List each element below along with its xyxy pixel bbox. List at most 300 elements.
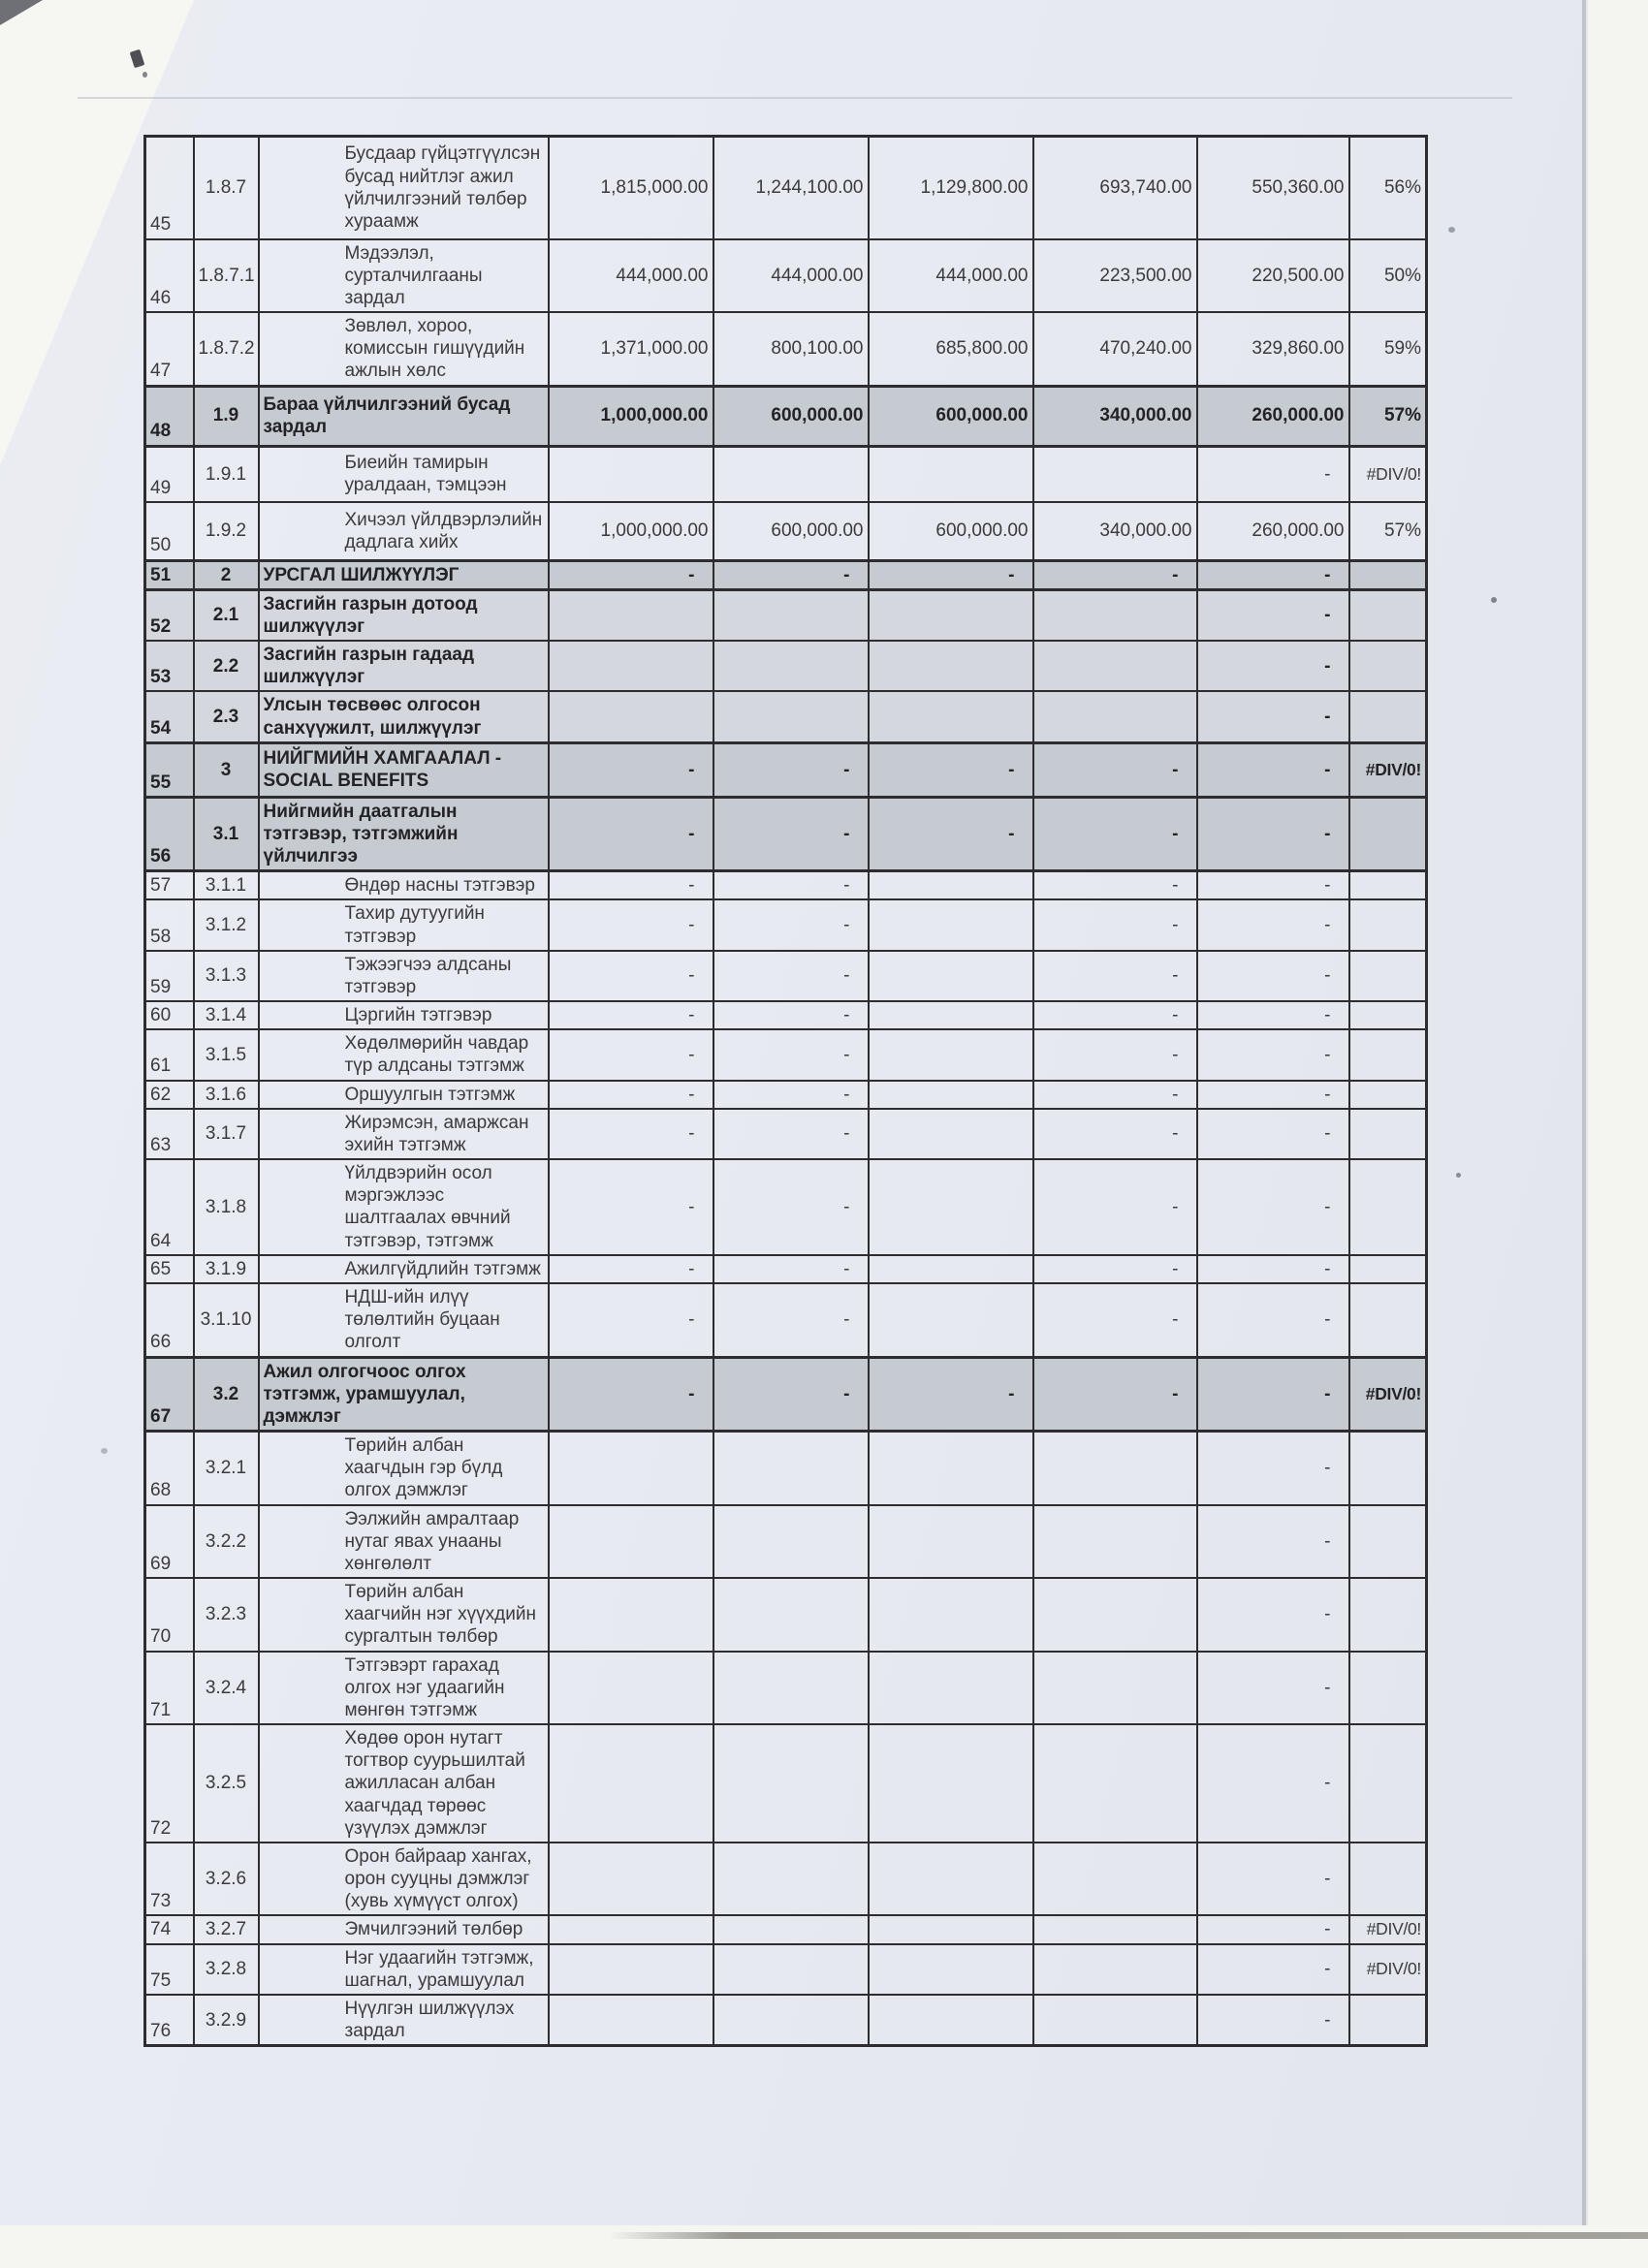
scan-speck: [101, 1448, 108, 1454]
row-code: 3.2.9: [194, 1995, 259, 2046]
cell-value: -: [1197, 1159, 1349, 1255]
cell-value: [549, 1578, 713, 1652]
cell-value: 444,000.00: [713, 239, 869, 313]
table-row: [145, 1505, 1427, 1579]
cell-value: -: [1033, 951, 1197, 1001]
cell-value: -: [1197, 899, 1349, 950]
cell-value: -: [1197, 1109, 1349, 1159]
cell-value: 260,000.00: [1197, 386, 1349, 446]
page-edge-right-shadow: [1582, 0, 1586, 2268]
cell-percent: [1349, 1255, 1427, 1283]
cell-value: [869, 1109, 1033, 1159]
table-row: [145, 1159, 1427, 1255]
row-number: 52: [145, 589, 194, 641]
cell-percent: 56%: [1349, 137, 1427, 239]
cell-value: -: [549, 1081, 713, 1109]
cell-value: -: [1033, 899, 1197, 950]
cell-percent: #DIV/0!: [1349, 742, 1427, 797]
cell-value: -: [713, 742, 869, 797]
cell-value: [869, 1944, 1033, 1995]
cell-value: -: [1033, 1357, 1197, 1432]
row-code: 1.8.7.2: [194, 312, 259, 386]
scan-speck: [1456, 1173, 1461, 1178]
row-description: Жирэмсэн, амаржсан эхийн тэтгэмж: [259, 1109, 549, 1159]
row-description: Өндөр насны тэтгэвэр: [259, 871, 549, 900]
row-number: 69: [145, 1505, 194, 1579]
budget-table-body: [145, 137, 1427, 2046]
table-row: [145, 1995, 1427, 2046]
cell-value: [713, 1995, 869, 2046]
row-number: 45: [145, 137, 194, 239]
row-code: 3.1.4: [194, 1001, 259, 1029]
cell-value: -: [869, 742, 1033, 797]
cell-value: [1033, 1578, 1197, 1652]
cell-value: -: [1197, 1432, 1349, 1505]
cell-percent: [1349, 1505, 1427, 1579]
row-code: 3.1.7: [194, 1109, 259, 1159]
cell-value: -: [1197, 1357, 1349, 1432]
table-row: [145, 446, 1427, 502]
table-row: [145, 691, 1427, 742]
cell-value: -: [1033, 1159, 1197, 1255]
staple-dot-artifact: [143, 72, 147, 78]
cell-value: -: [1197, 1944, 1349, 1995]
cell-value: -: [1197, 641, 1349, 691]
table-row: [145, 1578, 1427, 1652]
cell-percent: [1349, 1652, 1427, 1725]
row-description: Хичээл үйлдвэрлэлийн дадлага хийх: [259, 502, 549, 560]
cell-value: 685,800.00: [869, 312, 1033, 386]
row-number: 63: [145, 1109, 194, 1159]
cell-value: -: [1197, 1001, 1349, 1029]
cell-value: -: [1197, 951, 1349, 1001]
cell-value: 470,240.00: [1033, 312, 1197, 386]
table-row: [145, 899, 1427, 950]
cell-value: -: [1033, 1109, 1197, 1159]
row-code: 3.2.4: [194, 1652, 259, 1725]
cell-value: 550,360.00: [1197, 137, 1349, 239]
cell-value: -: [1033, 1081, 1197, 1109]
cell-percent: [1349, 1081, 1427, 1109]
row-number: 75: [145, 1944, 194, 1995]
row-number: 70: [145, 1578, 194, 1652]
table-row: [145, 1109, 1427, 1159]
row-code: 3.2.5: [194, 1724, 259, 1843]
cell-value: [549, 691, 713, 742]
cell-value: [1033, 691, 1197, 742]
cell-value: -: [869, 1357, 1033, 1432]
cell-value: -: [1197, 446, 1349, 502]
scan-speck: [1491, 597, 1497, 603]
cell-value: -: [713, 1001, 869, 1029]
row-description: Биеийн тамирын уралдаан, тэмцээн: [259, 446, 549, 502]
row-number: 59: [145, 951, 194, 1001]
cell-percent: #DIV/0!: [1349, 1915, 1427, 1943]
cell-value: -: [1033, 560, 1197, 589]
row-number: 46: [145, 239, 194, 313]
cell-value: [1033, 1843, 1197, 1916]
cell-percent: 50%: [1349, 239, 1427, 313]
cell-percent: #DIV/0!: [1349, 1944, 1427, 1995]
budget-table-container: [143, 135, 1428, 2047]
table-row: [145, 871, 1427, 900]
cell-percent: [1349, 1432, 1427, 1505]
row-description: Үйлдвэрийн осол мэргэжлээс шалтгаалах өвчний тэтгэвэр, тэтгэмж: [259, 1159, 549, 1255]
cell-value: [869, 1283, 1033, 1357]
cell-value: [869, 951, 1033, 1001]
cell-value: [713, 446, 869, 502]
row-code: 3: [194, 742, 259, 797]
row-code: 1.9.1: [194, 446, 259, 502]
row-code: 3.2: [194, 1357, 259, 1432]
page-edge-right: [1588, 0, 1648, 2268]
cell-value: [549, 1944, 713, 1995]
row-code: 1.9.2: [194, 502, 259, 560]
cell-value: -: [713, 1109, 869, 1159]
cell-percent: [1349, 1001, 1427, 1029]
cell-value: 260,000.00: [1197, 502, 1349, 560]
cell-percent: [1349, 691, 1427, 742]
table-row: [145, 1915, 1427, 1943]
row-number: 56: [145, 797, 194, 871]
cell-value: [713, 1505, 869, 1579]
cell-value: -: [549, 871, 713, 900]
cell-value: [1033, 1995, 1197, 2046]
cell-value: -: [1197, 691, 1349, 742]
cell-value: 693,740.00: [1033, 137, 1197, 239]
cell-value: -: [1197, 1255, 1349, 1283]
table-row: [145, 1724, 1427, 1843]
cell-percent: [1349, 1578, 1427, 1652]
table-row: [145, 742, 1427, 797]
row-description: Тэжээгчээ алдсаны тэтгэвэр: [259, 951, 549, 1001]
cell-value: [1033, 641, 1197, 691]
row-description: Хөдөө орон нутагт тогтвор суурьшилтай ажилласан албан хаагчдад төрөөс үзүүлэх дэмжлэг: [259, 1724, 549, 1843]
row-number: 55: [145, 742, 194, 797]
cell-value: -: [1197, 1505, 1349, 1579]
cell-percent: [1349, 1029, 1427, 1080]
row-number: 64: [145, 1159, 194, 1255]
cell-value: [1033, 1505, 1197, 1579]
cell-value: [869, 641, 1033, 691]
row-code: 2.2: [194, 641, 259, 691]
cell-value: -: [713, 797, 869, 871]
cell-value: [713, 1724, 869, 1843]
cell-value: -: [1197, 742, 1349, 797]
cell-value: -: [1197, 1652, 1349, 1725]
cell-value: [869, 1432, 1033, 1505]
cell-value: [869, 589, 1033, 641]
cell-value: [1033, 589, 1197, 641]
cell-value: 340,000.00: [1033, 386, 1197, 446]
row-description: Оршуулгын тэтгэмж: [259, 1081, 549, 1109]
cell-value: [549, 1915, 713, 1943]
cell-value: [713, 1915, 869, 1943]
cell-value: 444,000.00: [869, 239, 1033, 313]
scan-streak-artifact: [78, 97, 1512, 99]
row-code: 3.1.5: [194, 1029, 259, 1080]
cell-value: -: [1197, 1724, 1349, 1843]
cell-value: 329,860.00: [1197, 312, 1349, 386]
row-number: 58: [145, 899, 194, 950]
row-number: 67: [145, 1357, 194, 1432]
row-description: Ажилгүйдлийн тэтгэмж: [259, 1255, 549, 1283]
table-row: [145, 1944, 1427, 1995]
row-description: Төрийн албан хаагчийн нэг хүүхдийн сургалтын төлбөр: [259, 1578, 549, 1652]
row-description: Нэг удаагийн тэтгэмж, шагнал, урамшуулал: [259, 1944, 549, 1995]
cell-value: [549, 1505, 713, 1579]
cell-value: [1033, 1724, 1197, 1843]
row-code: 1.8.7.1: [194, 239, 259, 313]
row-number: 60: [145, 1001, 194, 1029]
table-row: [145, 137, 1427, 239]
cell-value: -: [1033, 871, 1197, 900]
cell-value: -: [1197, 1995, 1349, 2046]
cell-value: 444,000.00: [549, 239, 713, 313]
row-number: 51: [145, 560, 194, 589]
row-number: 61: [145, 1029, 194, 1080]
table-row: [145, 1001, 1427, 1029]
row-code: 3.2.7: [194, 1915, 259, 1943]
cell-value: -: [1033, 1283, 1197, 1357]
cell-value: -: [549, 1001, 713, 1029]
row-number: 57: [145, 871, 194, 900]
cell-value: -: [1197, 1578, 1349, 1652]
row-number: 53: [145, 641, 194, 691]
cell-value: 1,000,000.00: [549, 386, 713, 446]
row-description: Мэдээлэл, сурталчилгааны зардал: [259, 239, 549, 313]
cell-value: [1033, 1915, 1197, 1943]
row-number: 66: [145, 1283, 194, 1357]
cell-value: -: [1197, 1915, 1349, 1943]
cell-value: -: [549, 1283, 713, 1357]
cell-value: [869, 691, 1033, 742]
row-description: Засгийн газрын гадаад шилжүүлэг: [259, 641, 549, 691]
scan-speck: [1448, 227, 1455, 233]
cell-value: [869, 1843, 1033, 1916]
table-row: [145, 560, 1427, 589]
cell-percent: 59%: [1349, 312, 1427, 386]
row-number: 50: [145, 502, 194, 560]
cell-percent: #DIV/0!: [1349, 446, 1427, 502]
cell-percent: [1349, 1843, 1427, 1916]
cell-value: 340,000.00: [1033, 502, 1197, 560]
table-row: [145, 1283, 1427, 1357]
cell-value: 600,000.00: [869, 502, 1033, 560]
row-code: 3.1: [194, 797, 259, 871]
cell-value: -: [1197, 797, 1349, 871]
cell-value: [869, 1505, 1033, 1579]
cell-percent: [1349, 1109, 1427, 1159]
cell-value: -: [1197, 1081, 1349, 1109]
row-description: Ажил олгогчоос олгох тэтгэмж, урамшуулал, дэмжлэг: [259, 1357, 549, 1432]
table-row: [145, 1081, 1427, 1109]
cell-value: -: [1197, 1029, 1349, 1080]
row-number: 74: [145, 1915, 194, 1943]
row-description: Улсын төсвөөс олгосон санхүүжилт, шилжүүлэг: [259, 691, 549, 742]
cell-value: [1033, 1652, 1197, 1725]
row-code: 3.2.3: [194, 1578, 259, 1652]
row-code: 3.2.2: [194, 1505, 259, 1579]
row-code: 3.1.10: [194, 1283, 259, 1357]
cell-value: -: [549, 1255, 713, 1283]
cell-value: -: [1033, 797, 1197, 871]
cell-value: [549, 1843, 713, 1916]
table-row: [145, 1029, 1427, 1080]
cell-percent: [1349, 1995, 1427, 2046]
cell-value: -: [1033, 1029, 1197, 1080]
row-description: Эмчилгээний төлбөр: [259, 1915, 549, 1943]
cell-value: -: [1197, 589, 1349, 641]
cell-value: -: [869, 797, 1033, 871]
row-code: 2.1: [194, 589, 259, 641]
cell-percent: [1349, 797, 1427, 871]
cell-value: 600,000.00: [713, 386, 869, 446]
cell-value: [869, 1578, 1033, 1652]
row-description: Засгийн газрын дотоод шилжүүлэг: [259, 589, 549, 641]
table-row: [145, 502, 1427, 560]
budget-table: [143, 135, 1428, 2047]
cell-value: [869, 1029, 1033, 1080]
table-row: [145, 589, 1427, 641]
row-number: 76: [145, 1995, 194, 2046]
cell-value: [869, 1652, 1033, 1725]
cell-percent: [1349, 1283, 1427, 1357]
cell-percent: [1349, 1159, 1427, 1255]
row-description: Орон байраар хангах, орон сууцны дэмжлэг (хувь хүмүүст олгох): [259, 1843, 549, 1916]
cell-value: [549, 1432, 713, 1505]
row-description: Бусдаар гүйцэтгүүлсэн бусад нийтлэг ажил үйлчилгээний төлбөр хураамж: [259, 137, 549, 239]
table-row: [145, 1652, 1427, 1725]
cell-percent: [1349, 641, 1427, 691]
table-row: [145, 951, 1427, 1001]
row-code: 2: [194, 560, 259, 589]
table-row: [145, 1255, 1427, 1283]
row-number: 68: [145, 1432, 194, 1505]
cell-value: -: [713, 1159, 869, 1255]
cell-value: 800,100.00: [713, 312, 869, 386]
table-row: [145, 797, 1427, 871]
cell-percent: #DIV/0!: [1349, 1357, 1427, 1432]
cell-value: -: [1033, 742, 1197, 797]
row-description: Нүүлгэн шилжүүлэх зардал: [259, 1995, 549, 2046]
cell-percent: [1349, 560, 1427, 589]
cell-value: [549, 1724, 713, 1843]
row-code: 3.1.9: [194, 1255, 259, 1283]
row-number: 62: [145, 1081, 194, 1109]
cell-value: -: [1197, 560, 1349, 589]
row-code: 1.9: [194, 386, 259, 446]
row-description: Тахир дутуугийн тэтгэвэр: [259, 899, 549, 950]
row-code: 3.2.8: [194, 1944, 259, 1995]
cell-value: -: [713, 1255, 869, 1283]
row-code: 1.8.7: [194, 137, 259, 239]
row-code: 3.1.8: [194, 1159, 259, 1255]
cell-value: [1033, 1944, 1197, 1995]
cell-value: 223,500.00: [1033, 239, 1197, 313]
cell-value: -: [713, 1283, 869, 1357]
table-row: [145, 312, 1427, 386]
row-description: Нийгмийн даатгалын тэтгэвэр, тэтгэмжийн үйлчилгээ: [259, 797, 549, 871]
cell-value: -: [549, 560, 713, 589]
cell-value: [869, 1995, 1033, 2046]
row-description: Ээлжийн амралтаар нутаг явах унааны хөнгөлөлт: [259, 1505, 549, 1579]
cell-percent: 57%: [1349, 386, 1427, 446]
cell-value: [713, 1652, 869, 1725]
cell-value: [869, 1915, 1033, 1943]
row-code: 3.1.1: [194, 871, 259, 900]
row-description: НДШ-ийн илүү төлөлтийн буцаан олголт: [259, 1283, 549, 1357]
cell-value: -: [713, 1029, 869, 1080]
row-number: 73: [145, 1843, 194, 1916]
cell-value: -: [1197, 1843, 1349, 1916]
cell-value: [1033, 1432, 1197, 1505]
cell-value: -: [1197, 871, 1349, 900]
cell-value: [869, 899, 1033, 950]
cell-value: -: [713, 1357, 869, 1432]
bottom-edge-line-artifact: [609, 2232, 1648, 2239]
cell-value: -: [549, 899, 713, 950]
cell-value: [549, 641, 713, 691]
cell-value: -: [713, 871, 869, 900]
cell-value: [869, 1255, 1033, 1283]
cell-value: 600,000.00: [869, 386, 1033, 446]
cell-value: [869, 871, 1033, 900]
row-number: 65: [145, 1255, 194, 1283]
cell-percent: [1349, 871, 1427, 900]
row-description: Зөвлөл, хороо, комиссын гишүүдийн ажлын хөлс: [259, 312, 549, 386]
row-description: Цэргийн тэтгэвэр: [259, 1001, 549, 1029]
row-code: 3.1.6: [194, 1081, 259, 1109]
cell-value: [713, 1578, 869, 1652]
cell-percent: [1349, 1724, 1427, 1843]
cell-value: -: [713, 560, 869, 589]
row-number: 54: [145, 691, 194, 742]
cell-value: [713, 691, 869, 742]
cell-value: 1,815,000.00: [549, 137, 713, 239]
cell-value: -: [1033, 1001, 1197, 1029]
cell-value: -: [549, 742, 713, 797]
cell-value: -: [713, 1081, 869, 1109]
row-description: Тэтгэвэрт гарахад олгох нэг удаагийн мөнгөн тэтгэмж: [259, 1652, 549, 1725]
row-description: УРСГАЛ ШИЛЖҮҮЛЭГ: [259, 560, 549, 589]
cell-percent: 57%: [1349, 502, 1427, 560]
cell-value: -: [549, 1029, 713, 1080]
cell-value: -: [869, 560, 1033, 589]
cell-value: 600,000.00: [713, 502, 869, 560]
cell-value: [869, 1159, 1033, 1255]
cell-value: [713, 1432, 869, 1505]
cell-value: [869, 1724, 1033, 1843]
cell-value: [549, 1995, 713, 2046]
cell-value: -: [549, 1159, 713, 1255]
cell-value: 1,129,800.00: [869, 137, 1033, 239]
table-row: [145, 1432, 1427, 1505]
cell-value: 1,000,000.00: [549, 502, 713, 560]
cell-value: 220,500.00: [1197, 239, 1349, 313]
row-number: 48: [145, 386, 194, 446]
row-code: 2.3: [194, 691, 259, 742]
cell-value: [549, 1652, 713, 1725]
cell-value: -: [549, 797, 713, 871]
row-code: 3.1.2: [194, 899, 259, 950]
cell-percent: [1349, 589, 1427, 641]
cell-value: [713, 641, 869, 691]
table-row: [145, 239, 1427, 313]
cell-value: -: [549, 951, 713, 1001]
table-row: [145, 386, 1427, 446]
cell-value: 1,244,100.00: [713, 137, 869, 239]
